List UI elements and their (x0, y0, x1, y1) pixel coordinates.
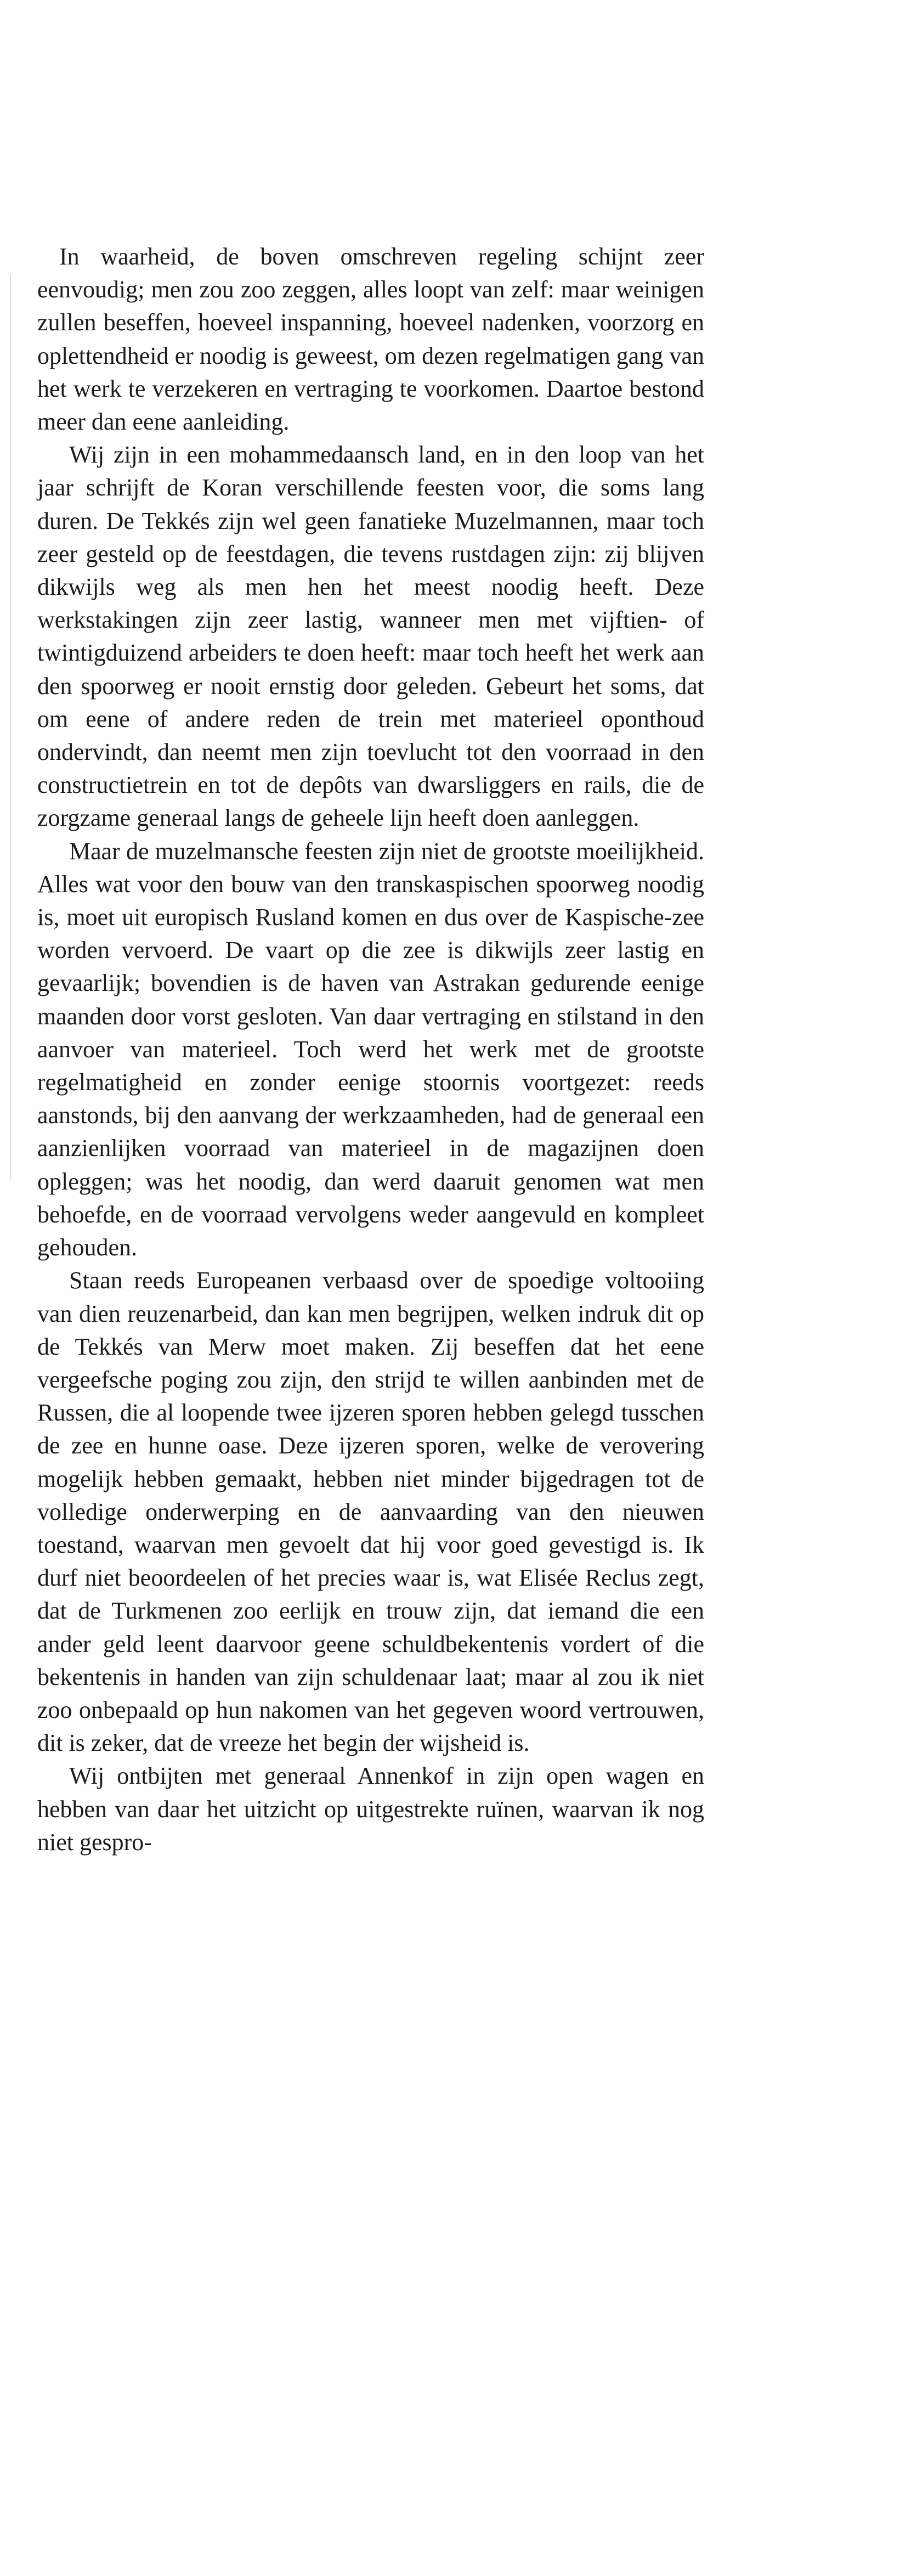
paragraph-5: Wij ontbijten met generaal Annenkof in zijn open wagen en hebben van daar het uitzicht op uitgestrekte ruïnen, waarvan ik nog niet gespro- (37, 1762, 704, 1856)
text-column (37, 240, 704, 1859)
paragraph-4: Staan reeds Europeanen verbaasd over de spoedige voltooiing van dien reuzenarbeid, dan kan men begrijpen, welken indruk dit op de Tekkés van Merw moet maken. Zij beseffen dat het eene vergeefsche poging zou zijn, den strijd te willen aanbinden met de Russen, die al loopende twee ijzeren sporen hebben gelegd tusschen de zee en hunne oase. Deze ijzeren sporen, welke de verovering mogelijk hebben gemaakt, hebben niet minder bijgedragen tot de volledige onderwerping en de aanvaarding van den nieuwen toestand, waarvan men gevoelt dat hij voor goed gevestigd is. Ik durf niet beoordeelen of het precies waar is, wat Elisée Reclus zegt, dat de Turkmenen zoo eerlijk en trouw zijn, dat iemand die een ander geld leent daarvoor geene schuldbekentenis vordert of die bekentenis in handen van zijn schuldenaar laat; maar al zou ik niet zoo onbepaald op hun nakomen van het gegeven woord vertrouwen, dit is zeker, dat de vreeze het begin der wijsheid is. (37, 1267, 704, 1757)
paragraph-1: In waarheid, de boven omschreven regeling schijnt zeer eenvoudig; men zou zoo zeggen, alles loopt van zelf: maar weinigen zullen beseffen, hoeveel inspanning, hoeveel nadenken, voorzorg en oplettendheid er noodig is geweest, om dezen regelmatigen gang van het werk te verzekeren en vertraging te voorkomen. Daartoe bestond meer dan eene aanleiding. (37, 243, 704, 436)
paragraph-2: Wij zijn in een mohammedaansch land, en in den loop van het jaar schrijft de Koran verschillende feesten voor, die soms lang duren. De Tekkés zijn wel geen fanatieke Muzelmannen, maar toch zeer gesteld op de feestdagen, die tevens rustdagen zijn: zij blijven dikwijls weg als men hen het meest noodig heeft. Deze werkstakingen zijn zeer lastig, wanneer men met vijftien- of twintigduizend arbeiders te doen heeft: maar toch heeft het werk aan den spoorweg er nooit ernstig door geleden. Gebeurt het soms, dat om eene of andere reden de trein met materieel oponthoud ondervindt, dan neemt men zijn toevlucht tot den voorraad in den constructietrein en tot de depôts van dwarsliggers en rails, die de zorgzame generaal langs de geheele lijn heeft doen aanleggen. (37, 441, 704, 832)
paragraph-3: Maar de muzelmansche feesten zijn niet de grootste moeilijkheid. Alles wat voor den bouw van den transkaspischen spoorweg noodig is, moet uit europisch Rusland komen en dus over de Kaspische-zee worden vervoerd. De vaart op die zee is dikwijls zeer lastig en gevaarlijk; bovendien is de haven van Astrakan gedurende eenige maanden door vorst gesloten. Van daar vertraging en stilstand in den aanvoer van materieel. Toch werd het werk met de grootste regelmatigheid en zonder eenige stoornis voortgezet: reeds aanstonds, bij den aanvang der werkzaamheden, had de generaal een aanzienlijken voorraad van materieel in de magazijnen doen opleggen; was het noodig, dan werd daaruit genomen wat men behoefde, en de voorraad vervolgens weder aangevuld en kompleet gehouden. (37, 837, 704, 1261)
binding-margin-line (10, 274, 11, 1180)
